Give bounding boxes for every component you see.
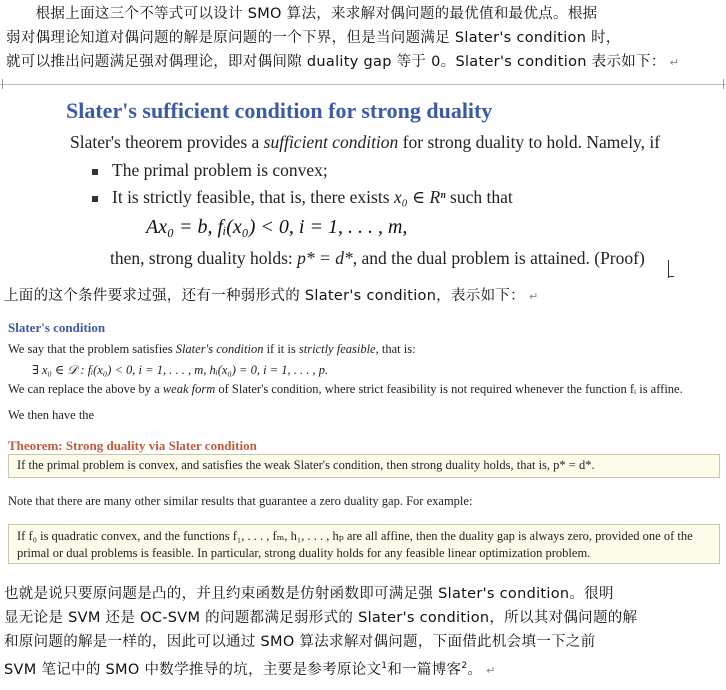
theorem-heading: Theorem: Strong duality via Slater condition [8, 438, 257, 453]
paragraph-mark: ↵ [486, 663, 496, 677]
image-frame-top [0, 84, 726, 85]
paragraph-3-line-4: SVM 笔记中的 SMO 中数学推导的坑，主要是参考原论文$^1$和一篇博客$^2$。 ↵ [4, 661, 496, 678]
theorem-intro: Slater's theorem provides a sufficient condition for strong duality to hold. Namely, if [70, 132, 661, 152]
slater-theorem-image [4, 88, 722, 278]
paragraph-1-line-3: 就可以推出问题满足强对偶理论，即对偶间隙 duality gap 等于 0。Slater's condition 表示如下： ↵ [6, 54, 680, 70]
bullet-convex: The primal problem is convex; [92, 160, 328, 181]
bullet-feasible: It is strictly feasible, that is, there exists x₀ ∈ Rⁿ such that [92, 187, 513, 208]
paragraph-1-line-2: 弱对偶理论知道对偶问题的解是原问题的一个下界，但是当问题满足 Slater's condition 时， [6, 30, 621, 46]
paragraph-3-line-1: 也就是说只要原问题是凸的，并且约束函数是仿射函数即可满足强 Slater's condition。很明 [4, 586, 614, 602]
definition-line: We say that the problem satisfies Slater's condition if it is strictly feasible, that is: [8, 342, 416, 356]
bullet-icon [92, 169, 98, 175]
text-cursor-base [668, 276, 674, 277]
paragraph-3 [4, 582, 722, 683]
image-heading: Slater's sufficient condition for strong duality [66, 98, 493, 123]
paragraph-1 [6, 2, 722, 75]
slater-formula: ∃ x₀ ∈ 𝒟 : fᵢ(x₀) < 0, i = 1, . . . , m, hᵢ(x₀) = 0, i = 1, . . . , p. [32, 363, 329, 377]
bullet-icon [92, 196, 98, 202]
theorem-box: If the primal problem is convex, and satisfies the weak Slater's condition, then strong duality holds, that is, p* = d*. [8, 454, 720, 478]
paragraph-3-line-2: 显无论是 SVM 还是 OC-SVM 的问题都满足弱形式的 Slater's condition，所以其对偶问题的解 [4, 610, 638, 626]
weak-slater-image [4, 314, 722, 570]
feasibility-equation: Ax₀ = b, fᵢ(x₀) < 0, i = 1, . . . , m, [146, 216, 408, 238]
theorem-conclusion: then, strong duality holds: p* = d*, and the dual problem is attained. (Proof) [110, 248, 645, 268]
paragraph-1-line-1: 根据上面这三个不等式可以设计 SMO 算法，来求解对偶问题的最优值和最优点。根据 [35, 6, 598, 22]
footnote-ref-2[interactable]: 2 [461, 661, 468, 671]
then-have-line: We then have the [8, 408, 95, 422]
paragraph-2: 上面的这个条件要求过强，还有一种弱形式的 Slater's condition，表示如下： ↵ [4, 288, 539, 304]
weak-form-line: We can replace the above by a weak form of Slater's condition, where strict feasibility is not required whenever the function fᵢ is affine. [8, 382, 683, 396]
slater-condition-heading: Slater's condition [8, 320, 106, 335]
footnote-ref-1[interactable]: 1 [381, 661, 388, 671]
paragraph-3-line-3: 和原问题的解是一样的，因此可以通过 SMO 算法求解对偶问题，下面借此机会填一下之前 [4, 634, 596, 650]
paragraph-mark: ↵ [528, 290, 539, 303]
example-line-2: primal or dual problems is feasible. In particular, strong duality holds for any feasible linear optimization problem. [17, 546, 591, 560]
example-box [8, 524, 720, 564]
note-line: Note that there are many other similar results that guarantee a zero duality gap. For example: [8, 494, 473, 508]
paragraph-mark: ↵ [669, 56, 680, 69]
example-line-1: If f₀ is quadratic convex, and the functions f₁, . . . , fₘ, h₁, . . . , hₚ are all affine, then the duality gap is always zero, provided one of the [17, 529, 693, 543]
